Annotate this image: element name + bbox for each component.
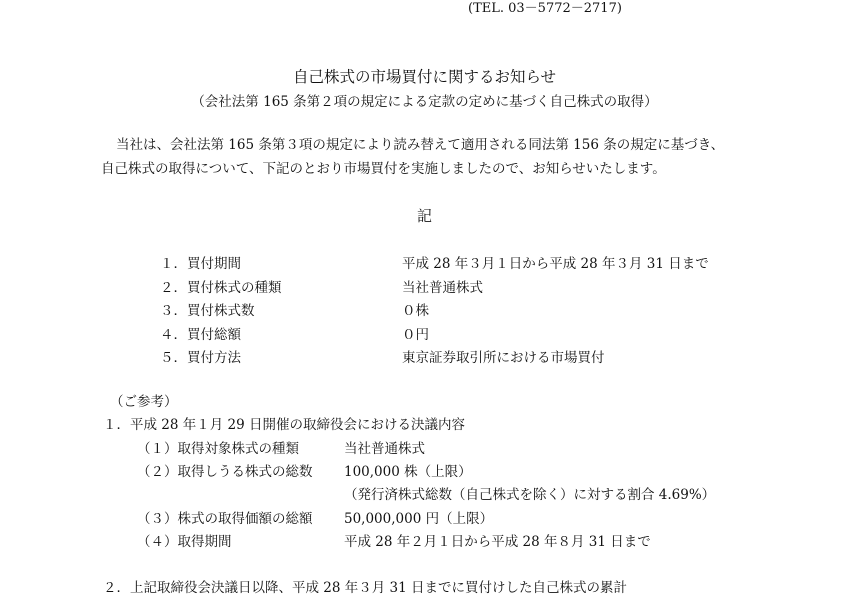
- ref-item-value-share-type: 当社普通株式: [344, 441, 425, 457]
- item-label-share-type: ２．買付株式の種類: [160, 280, 282, 296]
- document-subtitle: （会社法第 165 条第２項の規定による定款の定めに基づく自己株式の取得）: [191, 94, 658, 110]
- item-label-share-count: ３．買付株式数: [160, 303, 255, 319]
- item-value-share-type: 当社普通株式: [402, 280, 483, 296]
- item-value-share-count: ０株: [402, 303, 429, 319]
- item-label-total-amount: ４．買付総額: [160, 327, 241, 343]
- ref-item-label-total-shares: （２）取得しうる株式の総数: [137, 464, 313, 480]
- item-label-period: １．買付期間: [160, 256, 241, 272]
- reference-section-1-title: １．平成 28 年１月 29 日開催の取締役会における決議内容: [103, 417, 466, 433]
- ref-item-label-share-type: （１）取得対象株式の種類: [137, 441, 299, 457]
- document-title: 自己株式の市場買付に関するお知らせ: [292, 68, 557, 86]
- body-text-line-2: 自己株式の取得について、下記のとおり市場買付を実施しましたので、お知らせいたします。: [101, 161, 666, 177]
- ref-item-label-period: （４）取得期間: [137, 534, 232, 550]
- ref-item-value-total-price: 50,000,000 円（上限）: [344, 511, 494, 527]
- item-value-period: 平成 28 年３月１日から平成 28 年３月 31 日まで: [402, 256, 709, 272]
- ref-share-ratio-note: （発行済株式総数（自己株式を除く）に対する割合 4.69%）: [344, 487, 716, 503]
- ref-item-value-total-shares: 100,000 株（上限）: [344, 464, 472, 480]
- reference-section-2-title: ２．上記取締役会決議日以降、平成 28 年３月 31 日までに買付けした自己株式の累計: [103, 580, 628, 596]
- item-label-method: ５．買付方法: [160, 350, 241, 366]
- body-text-line-1: 当社は、会社法第 165 条第３項の規定により読み替えて適用される同法第 156 条の規定に基づき、: [116, 137, 725, 153]
- tel-number: (TEL. 03－5772－2717): [468, 1, 622, 16]
- item-value-method: 東京証券取引所における市場買付: [402, 350, 605, 366]
- ref-item-value-period: 平成 28 年２月１日から平成 28 年８月 31 日まで: [344, 534, 651, 550]
- ki-heading: 記: [416, 207, 432, 225]
- item-value-total-amount: ０円: [402, 327, 429, 343]
- reference-heading: （ご参考）: [110, 394, 178, 410]
- ref-item-label-total-price: （３）株式の取得価額の総額: [137, 511, 313, 527]
